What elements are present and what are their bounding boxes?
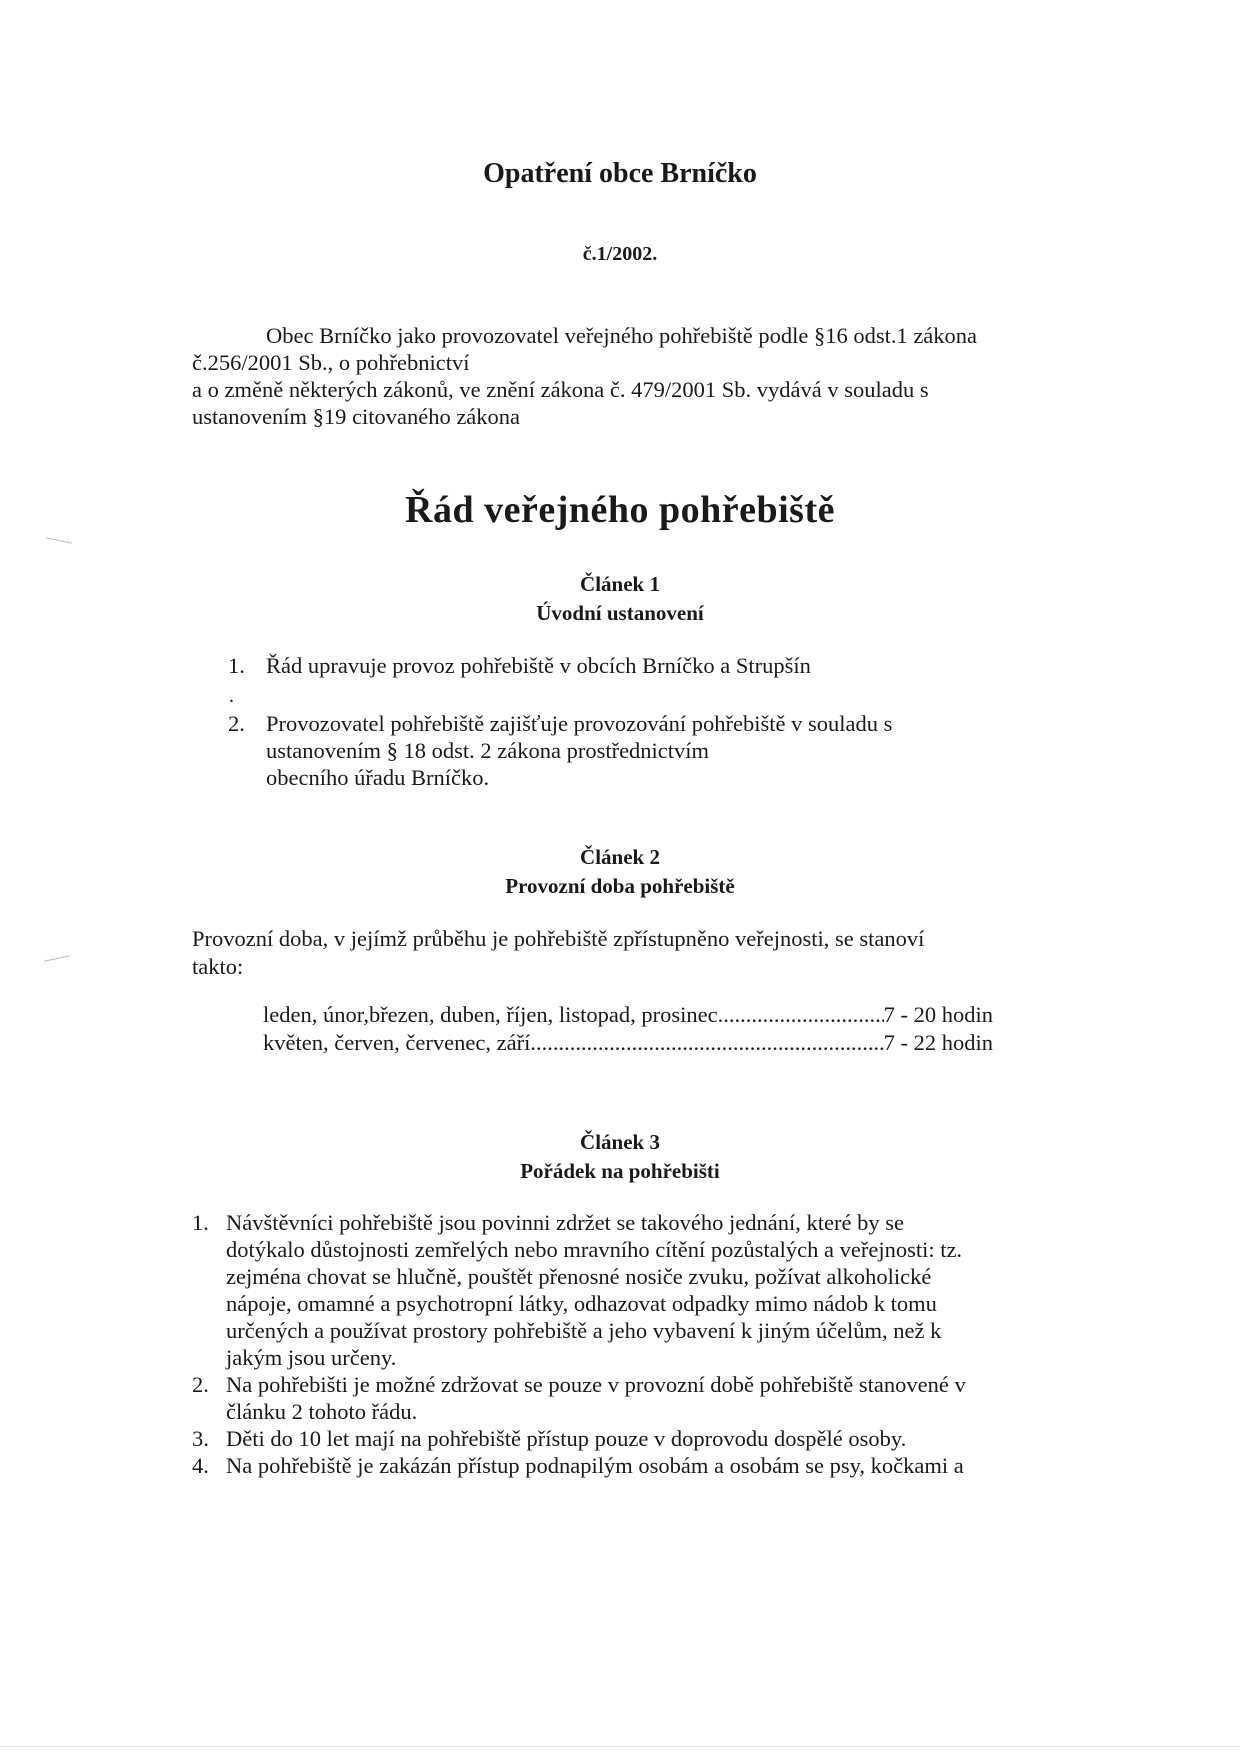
list-item — [192, 1371, 1062, 1425]
schedule-row — [263, 1001, 993, 1029]
text-line: Provozní doba, v jejímž průběhu je pohřebiště zpřístupněno veřejnosti, se stanoví — [192, 926, 925, 951]
list-item — [192, 1425, 1062, 1452]
schedule-months: květen, červen, červenec, září — [263, 1030, 531, 1055]
list-item-number: 1. — [192, 1210, 209, 1235]
dot-leader — [718, 1001, 884, 1029]
article-1-number: Článek 1 — [580, 572, 660, 596]
list-item-line: dotýkalo důstojnosti zemřelých nebo mravního cítění pozůstalých a veřejnosti: tz. — [226, 1237, 963, 1262]
list-item-number: 4. — [192, 1453, 209, 1478]
article-1-list — [228, 652, 1028, 679]
list-item-number: 1. — [228, 653, 245, 678]
scan-mark — [46, 537, 72, 543]
article-2-text — [192, 925, 1052, 981]
list-item — [192, 1452, 1062, 1479]
article-2-title: Provozní doba pohřebiště — [505, 874, 735, 898]
list-item-line: obecního úřadu Brníčko. — [266, 765, 490, 790]
list-item-number: 2. — [228, 711, 245, 736]
article-3-list — [192, 1209, 1062, 1479]
scan-mark — [44, 955, 70, 961]
schedule-time: 7 - 22 hodin — [883, 1030, 993, 1055]
list-item-number: 3. — [192, 1426, 209, 1451]
list-item-line: určených a používat prostory pohřebiště a jeho vybavení k jiným účelům, než k — [226, 1318, 942, 1343]
list-item-line: Řád upravuje provoz pohřebiště v obcích Brníčko a Strupšín — [266, 653, 811, 678]
list-item-number: 2. — [192, 1372, 209, 1397]
list-item-line: nápoje, omamné a psychotropní látky, odhazovat odpadky mimo nádob k tomu — [226, 1291, 937, 1316]
dot-leader — [530, 1029, 883, 1057]
article-2-number: Článek 2 — [580, 845, 660, 869]
article-1-list — [228, 710, 1028, 791]
intro-line: Obec Brníčko jako provozovatel veřejného pohřebiště podle §16 odst.1 zákona — [266, 323, 978, 348]
intro-line: ustanovením §19 citovaného zákona — [192, 404, 521, 429]
list-item — [228, 652, 1028, 679]
article-3-number: Článek 3 — [580, 1130, 660, 1154]
main-title: Řád veřejného pohřebiště — [405, 489, 835, 531]
schedule-row — [263, 1029, 993, 1057]
list-item-line: ustanovením § 18 odst. 2 zákona prostřednictvím — [266, 738, 710, 763]
article-1-title: Úvodní ustanovení — [536, 601, 704, 625]
list-item-line: Děti do 10 let mají na pohřebiště přístup pouze v doprovodu dospělé osoby. — [226, 1426, 907, 1451]
list-item-line: Provozovatel pohřebiště zajišťuje provozování pohřebiště v souladu s — [266, 711, 893, 736]
list-item — [228, 710, 1028, 791]
list-item-line: Na pohřebišti je možné zdržovat se pouze v provozní době pohřebiště stanovené v — [226, 1372, 966, 1397]
schedule-months: leden, únor,březen, duben, říjen, listopad, prosinec — [263, 1002, 718, 1027]
text-line: takto: — [192, 954, 244, 979]
list-item-line: Na pohřebiště je zakázán přístup podnapilým osobám a osobám se psy, kočkami a — [226, 1453, 964, 1478]
intro-line: a o změně některých zákonů, ve znění zákona č. 479/2001 Sb. vydává v souladu s — [192, 377, 929, 402]
list-item-line: jakým jsou určeny. — [226, 1345, 397, 1370]
stray-mark: . — [229, 685, 234, 707]
list-item — [192, 1209, 1062, 1371]
list-item-line: Návštěvníci pohřebiště jsou povinni zdržet se takového jednání, které by se — [226, 1210, 904, 1235]
document-number: č.1/2002. — [582, 243, 658, 265]
document-title: Opatření obce Brníčko — [483, 158, 757, 189]
list-item-line: zejména chovat se hlučně, pouštět přenosné nosiče zvuku, požívat alkoholické — [226, 1264, 932, 1289]
intro-line: č.256/2001 Sb., o pohřebnictví — [192, 350, 470, 375]
schedule-time: 7 - 20 hodin — [883, 1002, 993, 1027]
article-3-title: Pořádek na pohřebišti — [520, 1159, 720, 1183]
scan-mark — [0, 1746, 1240, 1747]
intro-paragraph — [192, 322, 1072, 430]
list-item-line: článku 2 tohoto řádu. — [226, 1399, 418, 1424]
